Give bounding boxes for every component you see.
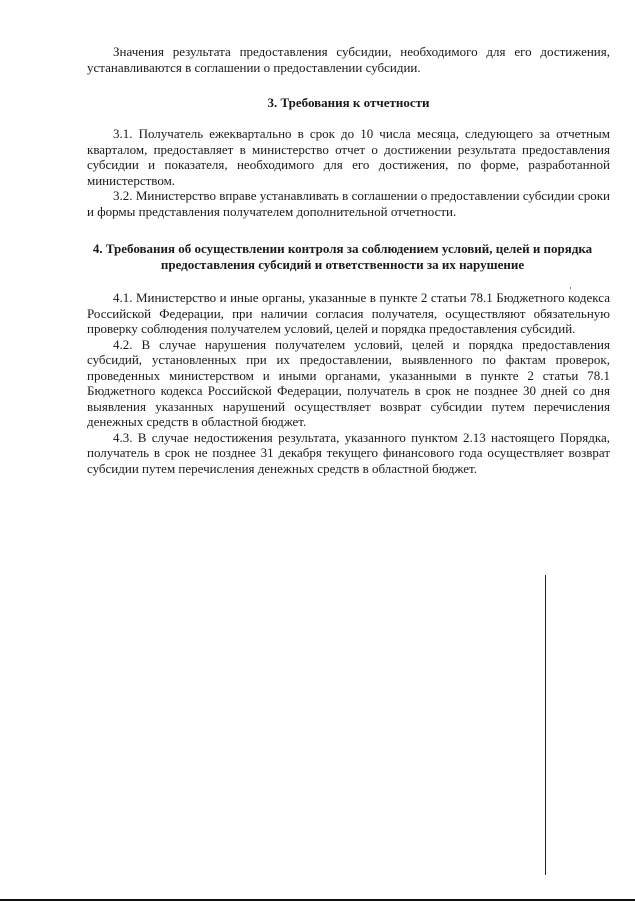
scan-bottom-edge bbox=[0, 899, 635, 901]
scan-speck bbox=[570, 287, 571, 289]
section-4-body bbox=[87, 290, 610, 476]
section-3-heading: 3. Требования к отчетности bbox=[267, 95, 430, 110]
paragraph-3-1: 3.1. Получатель ежеквартально в срок до 10 числа месяца, следующего за отчетным кварталом, предоставляет в министерство отчет о достижении результата предоставления субсидии и показателя, необходимого для его достижения, по форме, разработанной министерством. bbox=[87, 126, 610, 188]
paragraph-4-1: 4.1. Министерство и иные органы, указанные в пункте 2 статьи 78.1 Бюджетного кодекса Российской Федерации, при наличии согласия получателя, осуществляют обязательную проверку соблюдения получателем условий, целей и порядка предоставления субсидий. bbox=[87, 290, 610, 336]
intro-paragraph: Значения результата предоставления субсидии, необходимого для его достижения, устанавливаются в соглашении о предоставлении субсидии. bbox=[87, 44, 610, 75]
intro-block bbox=[87, 44, 610, 75]
paragraph-4-2: 4.2. В случае нарушения получателем условий, целей и порядка предоставления субсидий, установленных при их предоставлении, выявленного по фактам проверок, проведенных министерством и иными органами, указанными в пункте 2 статьи 78.1 Бюджетного кодекса Российской Федерации, получатель в срок не позднее 30 дней со дня выявления указанных нарушений осуществляет возврат субсидии путем перечисления денежных средств в областной бюджет. bbox=[87, 336, 610, 429]
section-4-heading: 4. Требования об осуществлении контроля за соблюдением условий, целей и порядка предоставления субсидий и ответственности за их нарушение bbox=[92, 241, 593, 272]
paragraph-3-2: 3.2. Министерство вправе устанавливать в соглашении о предоставлении субсидии сроки и формы представления получателем дополнительной отчетности. bbox=[87, 188, 610, 219]
scan-margin-line bbox=[545, 575, 546, 875]
paragraph-4-3: 4.3. В случае недостижения результата, указанного пунктом 2.13 настоящего Порядка, получатель в срок не позднее 31 декабря текущего финансового года осуществляет возврат субсидии путем перечисления денежных средств в областной бюджет. bbox=[87, 429, 610, 476]
section-3-body bbox=[87, 126, 610, 219]
